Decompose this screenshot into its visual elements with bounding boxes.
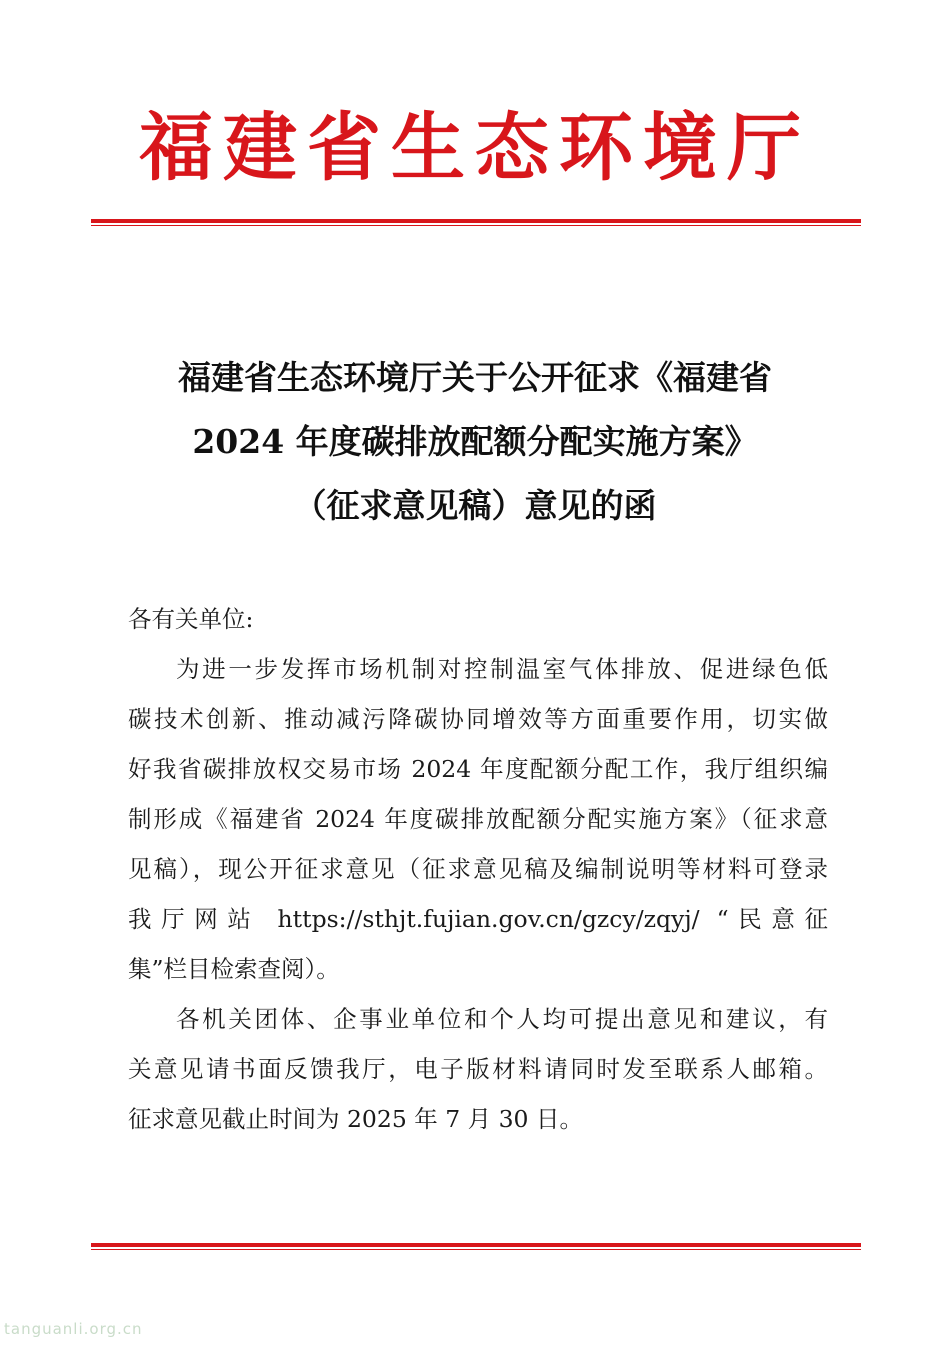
paragraph-1-line-2: 碳技术创新、推动减污降碳协同增效等方面重要作用，切实做 xyxy=(128,705,828,733)
title-line-2: 2024 年度碳排放配额分配实施方案》 xyxy=(192,422,758,461)
title-line-3: （征求意见稿）意见的函 xyxy=(293,486,657,525)
rule-thick-line xyxy=(91,219,861,223)
rule-thick-line xyxy=(91,1243,861,1247)
salutation: 各有关单位: xyxy=(128,605,254,633)
paragraph-1-line-3: 好我省碳排放权交易市场 2024 年度配额分配工作，我厅组织编 xyxy=(128,755,828,783)
paragraph-1-line-7: 集”栏目检索查阅）。 xyxy=(128,955,340,983)
paragraph-1-line-6: 我厅网站 https://sthjt.fujian.gov.cn/gzcy/zqyj/ “民意征 xyxy=(128,905,828,933)
rule-thin-line xyxy=(91,1249,861,1250)
rule-thin-line xyxy=(91,225,861,226)
paragraph-1-line-4: 制形成《福建省 2024 年度碳排放配额分配实施方案》（征求意 xyxy=(128,805,828,833)
document-body xyxy=(128,594,828,1144)
footer-rule xyxy=(91,1243,861,1250)
letterhead-org-name: 福建省生态环境厅 xyxy=(139,105,811,191)
document-title xyxy=(95,346,855,538)
paragraph-2-line-3: 征求意见截止时间为 2025 年 7 月 30 日。 xyxy=(128,1105,583,1133)
paragraph-2-line-2: 关意见请书面反馈我厅，电子版材料请同时发至联系人邮箱。 xyxy=(128,1055,828,1083)
watermark: tanguanli.org.cn xyxy=(4,1320,143,1338)
title-line-1: 福建省生态环境厅关于公开征求《福建省 xyxy=(178,358,772,397)
paragraph-2-line-1: 各机关团体、企事业单位和个人均可提出意见和建议，有 xyxy=(176,1005,828,1033)
paragraph-1-line-1: 为进一步发挥市场机制对控制温室气体排放、促进绿色低 xyxy=(176,655,828,683)
paragraph-1-line-5: 见稿），现公开征求意见（征求意见稿及编制说明等材料可登录 xyxy=(128,855,828,883)
letterhead-top-rule xyxy=(91,219,861,226)
